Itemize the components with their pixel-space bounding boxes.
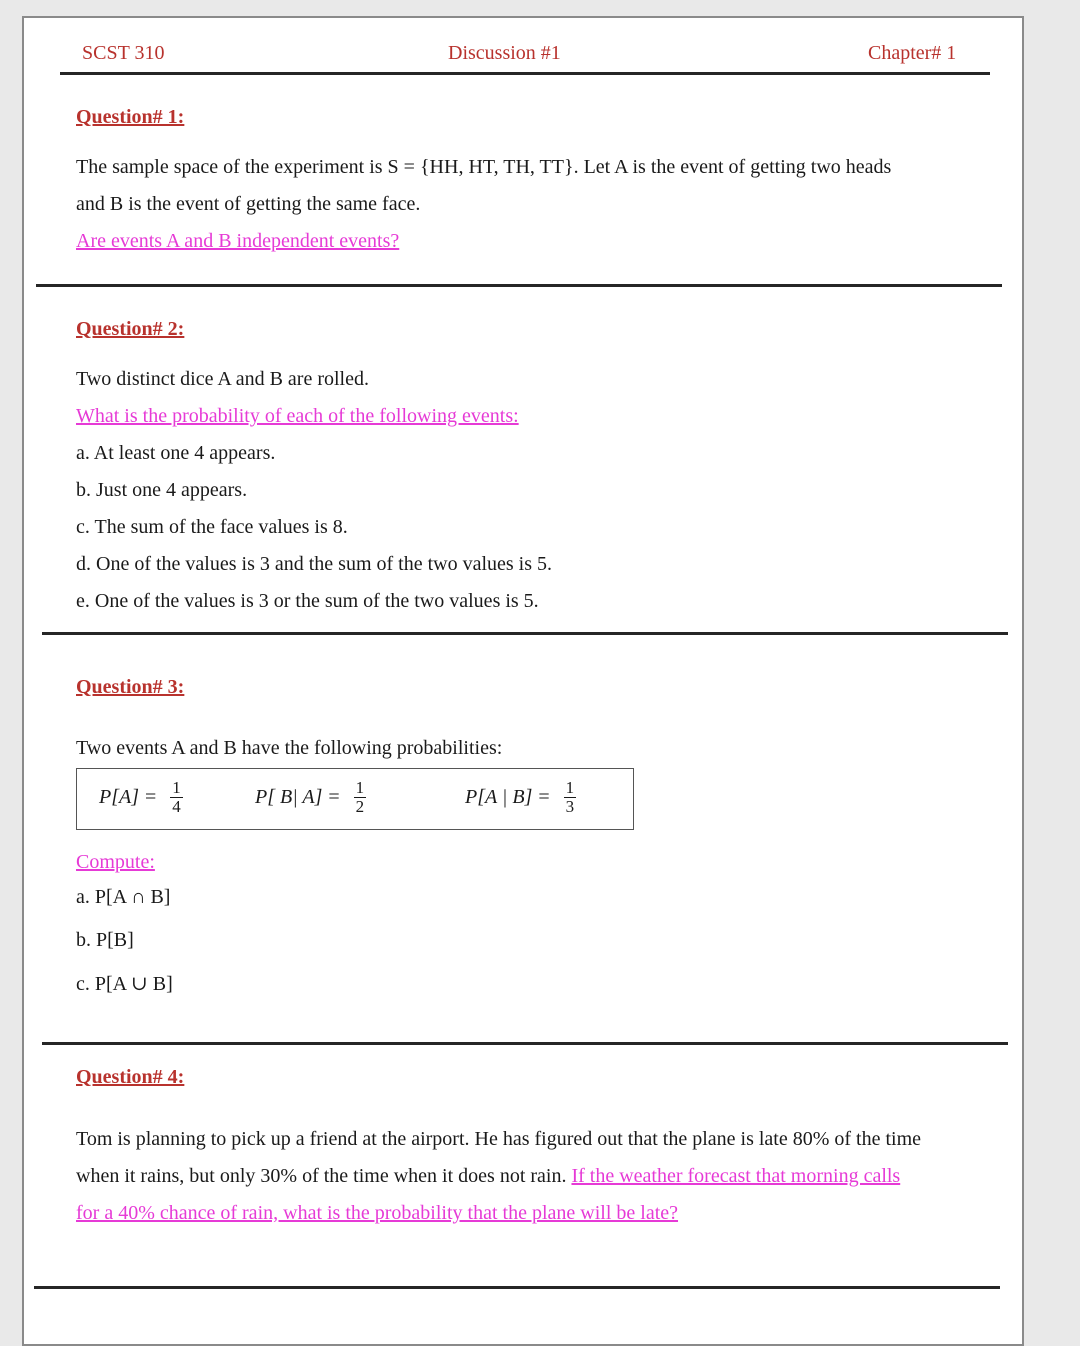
question-4-line-3-ask: for a 40% chance of rain, what is the probability that the plane will be late?: [76, 1202, 679, 1224]
question-1-line-2: and B is the event of getting the same face.: [76, 193, 421, 215]
question-4-rule: [34, 1286, 1000, 1289]
question-3-item-a: a. P[A ∩ B]: [76, 886, 171, 908]
question-1-rule: [36, 284, 1002, 287]
question-3-item-c: c. P[A ∪ B]: [76, 973, 173, 995]
document-page: [22, 16, 1024, 1346]
question-2-item-c: c. The sum of the face values is 8.: [76, 516, 348, 538]
formula-p-a: P[A] = $\frac{1}{4}$: [99, 778, 181, 816]
question-2-item-b: b. Just one 4 appears.: [76, 479, 248, 501]
question-2-item-a: a. At least one 4 appears.: [76, 442, 276, 464]
question-2-ask: What is the probability of each of the following events:: [76, 405, 519, 427]
course-code: SCST 310: [82, 42, 165, 64]
formula-p-a-given-b-lhs: P[A | B]: [465, 785, 533, 808]
question-4-title: Question# 4:: [76, 1066, 185, 1088]
question-4-line-2-ask: If the weather forecast that morning calls: [571, 1165, 901, 1187]
question-3-rule: [42, 1042, 1008, 1045]
fraction-one-half: $\frac{1}{2}$: [355, 778, 365, 816]
question-1-title: Question# 1:: [76, 106, 185, 128]
question-2-item-e: e. One of the values is 3 or the sum of the two values is 5.: [76, 590, 539, 612]
question-4-line-2-plain: when it rains, but only 30% of the time when it does not rain.: [76, 1165, 567, 1187]
formula-p-b-given-a: P[ B| A] = $\frac{1}{2}$: [255, 778, 365, 816]
question-2-title: Question# 2:: [76, 318, 185, 340]
formula-p-a-lhs: P[A]: [99, 785, 139, 808]
discussion-label: Discussion #1: [448, 42, 561, 64]
chapter-label: Chapter# 1: [868, 42, 957, 64]
question-2-rule: [42, 632, 1008, 635]
header-rule: [60, 72, 990, 75]
question-3-intro: Two events A and B have the following probabilities:: [76, 737, 503, 759]
question-2-intro: Two distinct dice A and B are rolled.: [76, 368, 369, 390]
question-1-ask: Are events A and B independent events?: [76, 230, 400, 252]
question-2-item-d: d. One of the values is 3 and the sum of the two values is 5.: [76, 553, 553, 575]
fraction-one-quarter: $\frac{1}{4}$: [172, 778, 181, 816]
formula-p-a-given-b: P[A | B] = $\frac{1}{3}$: [465, 778, 575, 816]
formula-p-b-given-a-lhs: P[ B| A]: [255, 785, 323, 808]
question-3-item-b: b. P[B]: [76, 929, 134, 951]
question-4-line-2: [76, 1165, 900, 1188]
question-3-compute: Compute:: [76, 851, 155, 873]
fraction-one-third: $\frac{1}{3}$: [565, 778, 575, 816]
question-1-line-1: The sample space of the experiment is S = {HH, HT, TH, TT}. Let A is the event of getting two heads: [76, 156, 892, 178]
question-4-line-1: Tom is planning to pick up a friend at the airport. He has figured out that the plane is late 80% of the time: [76, 1128, 922, 1150]
probabilities-box: [76, 768, 634, 830]
question-3-title: Question# 3:: [76, 676, 185, 698]
